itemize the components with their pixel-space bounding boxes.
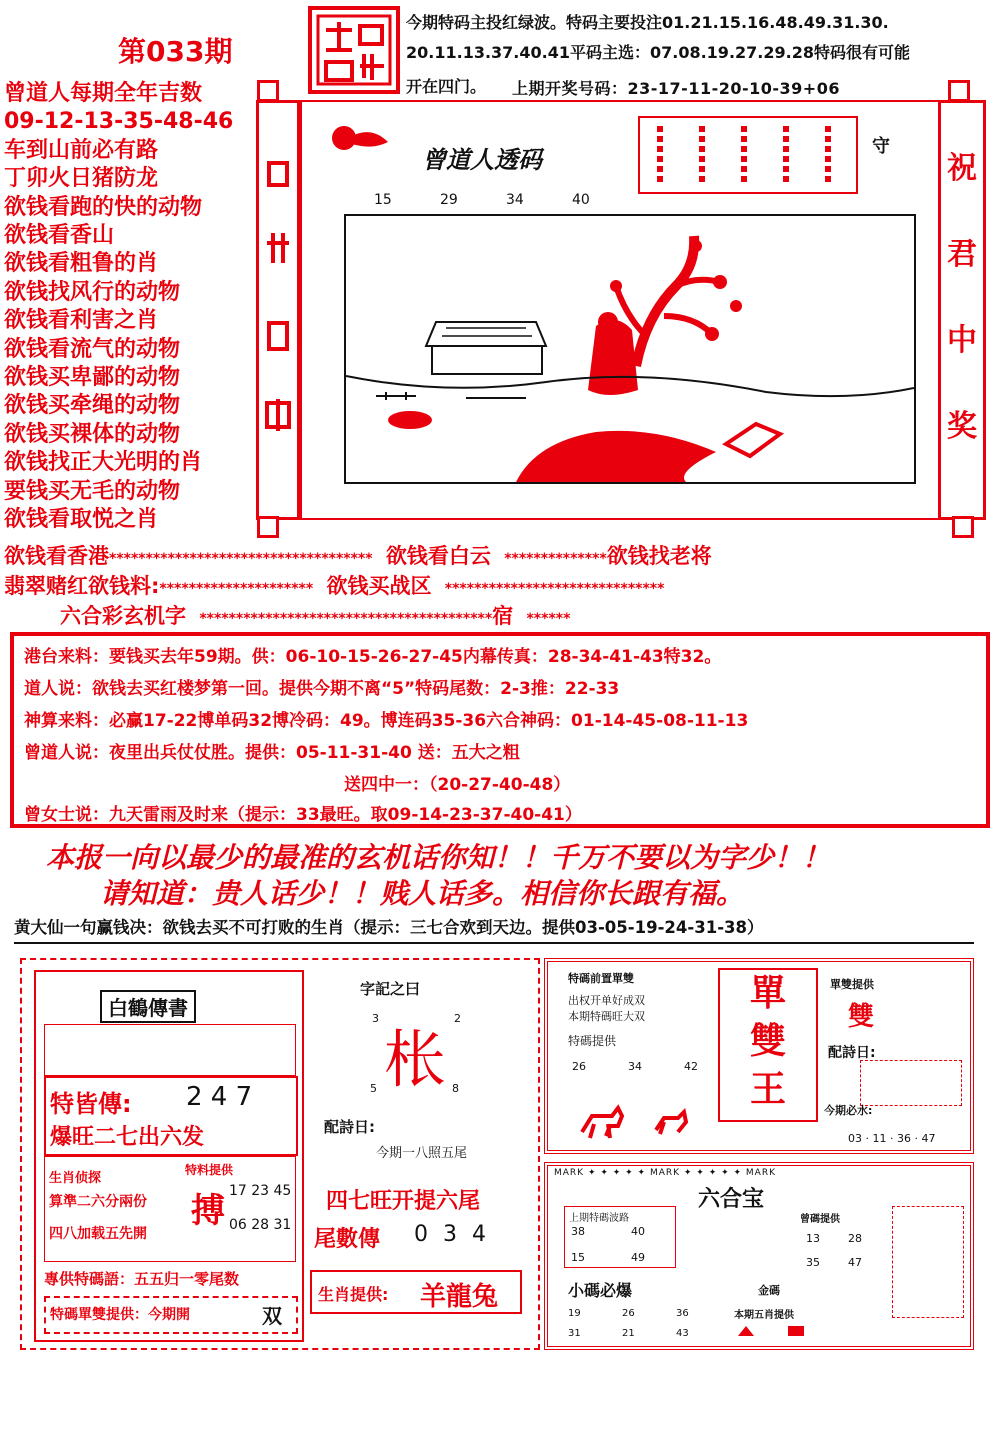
special-label: 特皆傳: (50, 1090, 132, 1118)
divider (14, 942, 974, 944)
bottom-num: 26 (622, 1308, 635, 1319)
must-nums: 03 · 11 · 36 · 47 (848, 1132, 936, 1145)
info-line: 曾道人说：夜里出兵仗仗胜。提供：05-11-31-40 送：五大之粗 (24, 743, 520, 763)
left-line: 欲钱买牵绳的动物 (4, 393, 181, 419)
row2-a: 翡翠赌红欲钱料: (4, 574, 160, 598)
right-text-col (892, 1206, 964, 1318)
header-text-3b: 上期开奖号码：23-17-11-20-10-39+06 (512, 79, 840, 98)
panel-c-num: 26 (572, 1060, 586, 1073)
right-num: 47 (848, 1256, 862, 1269)
info-line: 送四中一：（20-27-40-48） (344, 775, 571, 795)
panel-b-char: 枨 (384, 1023, 447, 1096)
star-row-3 (60, 600, 570, 630)
panel-c-sub2: 本期特碼旺大双 (568, 1010, 645, 1023)
vertical-text-box (638, 116, 858, 194)
left-line: 欲钱买裸体的动物 (4, 421, 181, 447)
scroll-char: 君 (947, 237, 977, 272)
panel-c-poem-label: 配詩日: (828, 1045, 876, 1061)
info-line: 港台来料：要钱买去年59期。供：06-10-15-26-27-45内幕传真：28-34-41-43特32。 (24, 647, 722, 667)
row1-b: 欲钱看白云 (385, 544, 491, 568)
panel-c-num: 42 (684, 1060, 698, 1073)
panel-c-provide: 特碼提供 (568, 1034, 617, 1048)
burst-text: 爆旺二七出六发 (50, 1125, 205, 1150)
guard-char: 守 (872, 136, 890, 157)
right-head: 曾碼提供 (800, 1214, 840, 1225)
landscape-picture (344, 214, 916, 484)
header-text-1: 今期特码主投红绿波。特码主要投注01.21.15.16.48.49.31.30. (406, 13, 889, 32)
bottom-num: 19 (568, 1308, 581, 1319)
panel-c-head: 特碼前置單雙 (568, 972, 634, 985)
left-line: 欲钱看利害之肖 (4, 308, 159, 334)
poem-box (860, 1060, 962, 1106)
panel-b-heading: 字記之曰 (360, 980, 421, 998)
corner-num: 8 (452, 1082, 459, 1095)
scroll-char: 中 (947, 323, 977, 358)
row1-stars2: ************** (504, 551, 607, 567)
painting-number: 40 (572, 192, 590, 208)
left-line: 09-12-13-35-48-46 (4, 109, 234, 135)
left-line: 欲钱看取悦之肖 (4, 507, 159, 533)
star-row-1 (4, 540, 712, 570)
header-text-3a: 开在四门。 (406, 77, 487, 96)
right-head: 單雙提供 (830, 978, 874, 991)
left-line: 欲钱看跑的快的动物 (4, 194, 203, 220)
slogan-line-2: 请知道：贵人话少！！贱人话多。相信你长跟有福。 (100, 877, 745, 910)
left-line: 欲钱买卑鄙的动物 (4, 365, 181, 391)
bottom-num: 31 (568, 1328, 581, 1339)
left-line: 丁卯火日猪防龙 (4, 166, 159, 192)
slogan-line-1: 本报一向以最少的最准的玄机话你知！！千万不要以为字少！！ (46, 841, 831, 874)
this-period: 本期五肖提供 (734, 1310, 794, 1321)
corner-num: 3 (372, 1012, 379, 1025)
left-num: 40 (631, 1225, 645, 1238)
sd-box (44, 1296, 298, 1334)
row2-b: 欲钱买战区 (326, 574, 432, 598)
scroll-knob (257, 80, 279, 102)
info-line: 曾女士说：九天雷雨及时来（提示：33最旺。取09-14-23-37-40-41） (24, 805, 582, 825)
left-line: 曾道人每期全年吉数 (4, 81, 203, 106)
seal-logo (308, 6, 400, 94)
painting-number: 15 (374, 192, 392, 208)
info-box (10, 632, 990, 828)
gold-label: 金碼 (758, 1284, 780, 1297)
left-column (4, 80, 264, 535)
painting-frame (300, 100, 940, 520)
hot-text: 四七旺开提六尾 (326, 1189, 481, 1214)
bottom-num: 21 (622, 1328, 635, 1339)
row3-a: 六合彩玄机字 (60, 604, 186, 628)
right-num: 28 (848, 1232, 862, 1245)
panel-c-sub1: 出权开单好成双 (568, 994, 645, 1007)
mark-label: MARK (649, 1168, 681, 1178)
corner-num: 2 (454, 1012, 461, 1025)
grid-row-1: 17 23 45 (229, 1183, 292, 1199)
left-line: 要钱买无毛的动物 (4, 478, 181, 504)
row3-stars2: ****** (526, 611, 571, 627)
scroll-knob (948, 80, 970, 102)
panel-d-leftbox (564, 1206, 676, 1268)
last-wave: 上期特碼波路 (569, 1213, 629, 1224)
tail-label: 尾數傳 (314, 1227, 381, 1252)
poem-label: 配詩日: (324, 1118, 375, 1136)
scroll-knob (257, 516, 279, 538)
zodiac-value: 羊龍兔 (420, 1282, 499, 1312)
left-num: 38 (571, 1225, 585, 1238)
small-label: 生肖侦探 (49, 1171, 102, 1186)
scroll-knob (952, 516, 974, 538)
grid-row-2: 06 28 31 (229, 1217, 292, 1233)
right-num: 35 (806, 1256, 820, 1269)
big-char: 單 (749, 973, 786, 1014)
row1-stars: ************************************ (109, 551, 373, 567)
painting-title: 曾道人透码 (422, 145, 542, 174)
row2-stars: ********************* (159, 581, 314, 597)
row1-a: 欲钱看香港 (4, 544, 109, 568)
panel-d (544, 1162, 974, 1350)
scroll-char: 祝 (947, 151, 977, 186)
zodiac-box (310, 1270, 522, 1314)
issue-number: 第033期 (118, 35, 233, 68)
bottom-num: 36 (676, 1308, 689, 1319)
must-label: 今期必水: (824, 1104, 873, 1117)
calc-text: 算準二六分兩份 (49, 1194, 147, 1210)
row3-stars: **************************************** (199, 611, 493, 627)
sd-value: 双 (262, 1304, 282, 1328)
left-line: 欲钱看香山 (4, 223, 115, 249)
panel-a-title: 白鶴傳書 (100, 990, 196, 1023)
header-text-2: 20.11.13.37.40.41平码主选：07.08.19.27.29.28特码很有可能 (406, 43, 910, 62)
bo-char: 搏 (191, 1191, 225, 1231)
panel-a-specialbox (44, 1076, 298, 1156)
info-line: 道人说：欲钱去买红楼梦第一回。提供今期不离“5”特码尾数：2-3推：22-33 (24, 679, 620, 699)
four-eight-text: 四八加载五先開 (49, 1226, 147, 1242)
left-line: 欲钱找正大光明的肖 (4, 450, 203, 476)
right-big: 雙 (848, 1002, 875, 1032)
panel-a-inner (34, 970, 304, 1342)
panel-d-title: 六合宝 (698, 1186, 765, 1212)
mark-strip: MARK ✦ ✦ ✦ ✦ ✦ MARK ✦ ✦ ✦ ✦ ✦ MARK (554, 1168, 776, 1178)
tail-line: 專供特碼語：五五归一零尾数 (44, 1270, 240, 1288)
big-char-box (718, 968, 818, 1122)
painting-number: 29 (440, 192, 458, 208)
row1-c: 欲钱找老将 (606, 544, 712, 568)
bottom-num: 43 (676, 1328, 689, 1339)
right-scroll (938, 100, 986, 520)
corner-num: 5 (370, 1082, 377, 1095)
special-nums: 2 4 7 (186, 1082, 253, 1112)
left-num: 49 (631, 1251, 645, 1264)
special-provide: 特料提供 (185, 1163, 234, 1177)
left-line: 车到山前必有路 (4, 137, 159, 163)
zodiac-label: 生肖提供: (318, 1285, 389, 1304)
left-line: 欲钱看流气的动物 (4, 336, 181, 362)
panel-c-num: 34 (628, 1060, 642, 1073)
left-scroll (256, 100, 300, 520)
row2-stars2: ****************************** (444, 581, 665, 597)
painting-number: 34 (506, 192, 524, 208)
panel-a-midbox (44, 1156, 296, 1262)
left-line: 欲钱找风行的动物 (4, 279, 181, 305)
info-line: 神算来料：必赢17-22博单码32博冷码：49。博连码35-36六合神码：01-14-45-08-11-13 (24, 711, 749, 731)
mark-label: MARK (554, 1168, 585, 1178)
right-num: 13 (806, 1232, 820, 1245)
big-char: 王 (749, 1069, 786, 1110)
poem-text: 今期一八照五尾 (376, 1146, 468, 1161)
left-line: 欲钱看粗鲁的肖 (4, 251, 159, 277)
small-burst: 小碼必爆 (568, 1281, 633, 1300)
panel-a-topbox (44, 1024, 296, 1076)
star-row-2 (4, 570, 664, 600)
scroll-char: 奖 (947, 409, 977, 444)
left-num: 15 (571, 1251, 585, 1264)
big-char: 雙 (749, 1021, 786, 1062)
huang-line: 黄大仙一句赢钱决：欲钱去买不可打败的生肖（提示：三七合欢到天边。提供03-05-19-24-31-38） (14, 918, 764, 937)
single-double-label: 特碼單雙提供：今期開 (50, 1307, 190, 1323)
panel-c (544, 958, 974, 1154)
mark-label: MARK (745, 1168, 776, 1178)
row3-b: 宿 (492, 604, 514, 628)
tail-nums: 0 3 4 (414, 1222, 490, 1247)
